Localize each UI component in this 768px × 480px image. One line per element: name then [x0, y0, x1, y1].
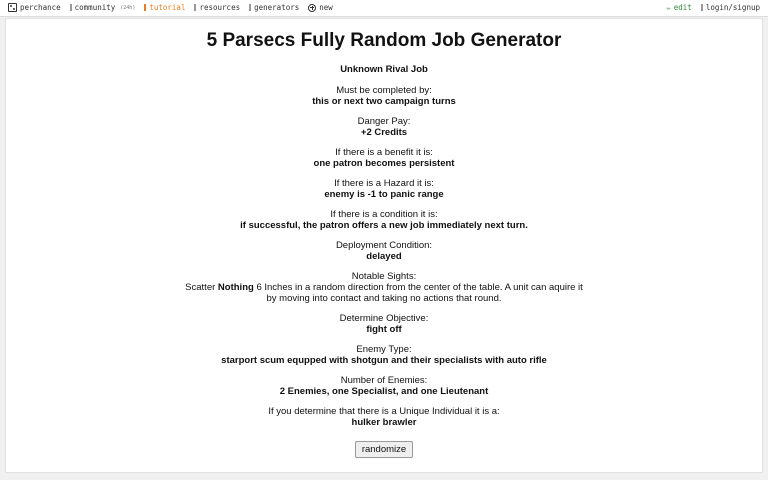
job-type: Unknown Rival Job	[340, 64, 428, 75]
nav-login-label: login/signup	[705, 3, 760, 12]
hazard-label: If there is a Hazard it is:	[334, 178, 434, 189]
nav-resources-link[interactable]	[194, 3, 240, 12]
completion-value: this or next two campaign turns	[312, 96, 456, 107]
enemy-count-value: 2 Enemies, one Specialist, and one Lieutenant	[279, 386, 489, 397]
community-activity-badge: (24h)	[120, 4, 136, 11]
condition-value: if successful, the patron offers a new job immediately next turn.	[240, 220, 528, 231]
danger-pay-section	[6, 116, 762, 138]
die-icon	[8, 3, 17, 12]
enemy-type-label: Enemy Type:	[356, 344, 412, 355]
unique-individual-label: If you determine that there is a Unique Individual it is a:	[268, 406, 500, 417]
pencil-icon: ✏	[666, 3, 671, 12]
objective-value: fight off	[366, 324, 402, 335]
nav-generators-label: generators	[254, 3, 300, 12]
deployment-section	[6, 240, 762, 262]
notable-sights-section	[6, 271, 762, 304]
danger-pay-value: +2 Credits	[360, 127, 408, 138]
nav-right	[667, 3, 760, 12]
benefit-value: one patron becomes persistent	[313, 158, 455, 169]
enemy-count-label: Number of Enemies:	[340, 375, 428, 386]
nav-new-link[interactable]	[308, 3, 333, 12]
enemy-type-value: starport scum equpped with shotgun and their specialists with auto rifle	[221, 355, 547, 366]
nav-community-link[interactable]	[70, 3, 136, 12]
nav-resources-label: resources	[199, 3, 241, 12]
randomize-button[interactable]: randomize	[355, 441, 413, 458]
unique-individual-section	[6, 406, 762, 428]
nav-home-link[interactable]	[8, 3, 61, 12]
notable-sights-text	[179, 282, 589, 304]
community-icon	[70, 4, 72, 11]
nav-edit-label: edit	[673, 3, 692, 12]
hazard-value: enemy is -1 to panic range	[324, 189, 444, 200]
nav-generators-link[interactable]	[249, 3, 299, 12]
enemy-type-section	[6, 344, 762, 366]
danger-pay-label: Danger Pay:	[357, 116, 411, 127]
notable-sights-item: Nothing	[217, 282, 254, 293]
plus-circle-icon	[308, 4, 316, 12]
completion-label: Must be completed by:	[336, 85, 432, 96]
generators-icon	[249, 4, 251, 11]
completion-section	[6, 85, 762, 107]
enemy-count-section	[6, 375, 762, 397]
resources-icon	[194, 4, 196, 11]
nav-home-label: perchance	[20, 3, 61, 12]
objective-label: Determine Objective:	[339, 313, 429, 324]
objective-section	[6, 313, 762, 335]
notable-sights-suffix: 6 Inches in a random direction from the center of the table. A unit can aquire it by moving into contact and taking no actions that round.	[253, 282, 583, 304]
generator-panel	[5, 18, 763, 473]
page-title: 5 Parsecs Fully Random Job Generator	[206, 30, 562, 51]
nav-login-link[interactable]	[701, 3, 760, 12]
benefit-label: If there is a benefit it is:	[335, 147, 433, 158]
nav-tutorial-link[interactable]	[144, 3, 185, 12]
nav-new-label: new	[319, 3, 333, 12]
nav-left	[8, 3, 333, 12]
nav-community-label: community	[74, 3, 116, 12]
login-icon	[701, 4, 703, 11]
nav-edit-link[interactable]	[667, 3, 692, 12]
nav-tutorial-label: tutorial	[149, 3, 186, 12]
notable-sights-prefix: Scatter	[185, 282, 218, 293]
benefit-section	[6, 147, 762, 169]
hazard-section	[6, 178, 762, 200]
unique-individual-value: hulker brawler	[351, 417, 417, 428]
condition-label: If there is a condition it is:	[330, 209, 438, 220]
deployment-label: Deployment Condition:	[335, 240, 433, 251]
tutorial-icon	[144, 4, 146, 11]
job-output	[6, 64, 762, 458]
condition-section	[6, 209, 762, 231]
top-nav-bar	[0, 0, 768, 17]
deployment-value: delayed	[366, 251, 402, 262]
notable-sights-label: Notable Sights:	[351, 271, 417, 282]
